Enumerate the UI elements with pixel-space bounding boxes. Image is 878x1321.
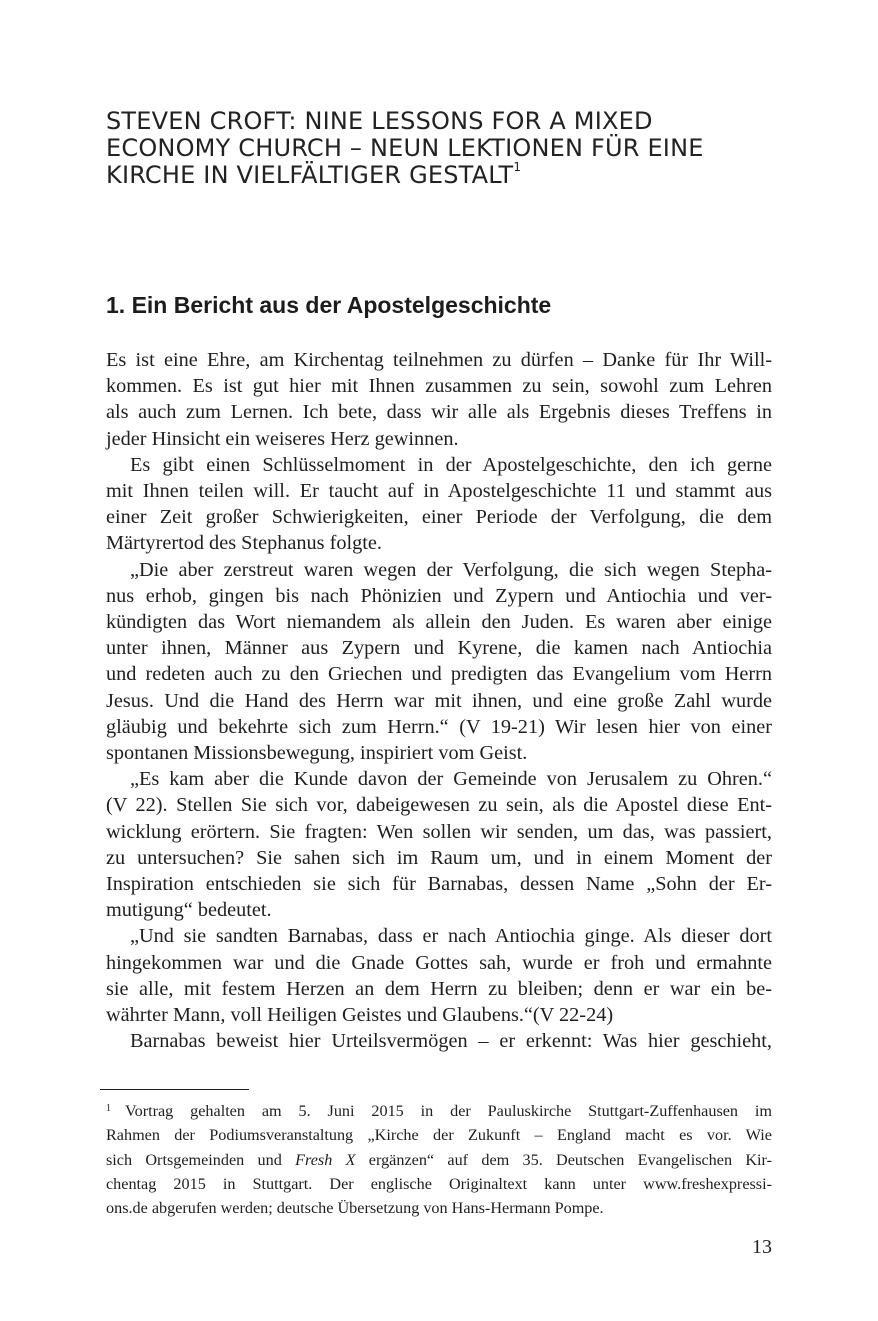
footnote-text: Vortrag gehalten am 5. Juni 2015 in der Pauluskirche Stuttgart-Zuffenhausen im <box>125 1102 772 1120</box>
text-line: jeder Hinsicht ein weiseres Herz gewinnen. <box>106 427 459 450</box>
text-line: und redeten auch zu den Griechen und predigten das Evangelium vom Herrn <box>106 663 772 686</box>
chapter-title-text: KIRCHE IN VIELFÄLTIGER GESTALT <box>106 161 514 189</box>
chapter-title-line <box>106 162 806 189</box>
text-line: „Und sie sandten Barnabas, dass er nach Antiochia ginge. Als dieser dort <box>130 925 772 948</box>
text-line: kommen. Es ist gut hier mit Ihnen zusammen zu sein, sowohl zum Lehren <box>106 375 772 398</box>
text-line: als auch zum Lernen. Ich bete, dass wir alle als Ergebnis dieses Treffens in <box>106 401 772 424</box>
footnote <box>106 1097 772 1220</box>
text-line: „Die aber zerstreut waren wegen der Verfolgung, die sich wegen Stepha- <box>130 558 772 581</box>
footnote-number: 1 <box>106 1103 111 1114</box>
section-heading: 1. Ein Bericht aus der Apostelgeschichte <box>106 292 552 318</box>
footnote-divider <box>100 1089 249 1090</box>
text-line: zu untersuchen? Sie sahen sich im Raum um, und in einem Moment der <box>106 846 772 869</box>
footnote-line: Rahmen der Podiumsveranstaltung „Kirche der Zukunft – England macht es vor. Wie <box>106 1126 772 1145</box>
body-text <box>106 347 772 1054</box>
footnote-line <box>106 1097 772 1123</box>
text-line: mutigung“ bedeutet. <box>106 899 272 922</box>
chapter-title-line: ECONOMY CHURCH – NEUN LEKTIONEN FÜR EINE <box>106 134 704 162</box>
text-line: „Es kam aber die Kunde davon der Gemeinde von Jerusalem zu Ohren.“ <box>130 768 772 791</box>
text-line: Barnabas beweist hier Urteilsvermögen – er erkennt: Was hier geschieht, <box>130 1030 772 1053</box>
text-line: kündigten das Wort niemandem als allein den Juden. Es waren aber einige <box>106 611 772 634</box>
text-line: Jesus. Und die Hand des Herrn war mit ihnen, und eine große Zahl wurde <box>106 689 772 712</box>
text-line: unter ihnen, Männer aus Zypern und Kyrene, die kamen nach Antiochia <box>106 637 772 660</box>
text-line: sie alle, mit festem Herzen an dem Herrn zu bleiben; denn er war ein be- <box>106 977 772 1000</box>
text-line: einer Zeit großer Schwierigkeiten, einer Periode der Verfolgung, die dem <box>106 506 772 529</box>
page-number: 13 <box>752 1236 772 1258</box>
text-line: gläubig und bekehrte sich zum Herrn.“ (V 19-21) Wir lesen hier von einer <box>106 715 772 738</box>
footnote-line: sich Ortsgemeinden und Fresh X ergänzen“ auf dem 35. Deutschen Evangelischen Kir- <box>106 1150 772 1169</box>
text-line: Es ist eine Ehre, am Kirchentag teilnehmen zu dürfen – Danke für Ihr Will- <box>106 349 772 371</box>
text-line: währter Mann, voll Heiligen Geistes und Glaubens.“(V 22-24) <box>106 1004 614 1027</box>
text-line: wicklung erörtern. Sie fragten: Wen sollen wir senden, um das, was passiert, <box>106 820 772 843</box>
text-line: Inspiration entschieden sie sich für Barnabas, dessen Name „Sohn der Er- <box>106 873 772 896</box>
text-line: hingekommen war und die Gnade Gottes sah, wurde er froh und ermahnte <box>106 951 772 974</box>
text-line: (V 22). Stellen Sie sich vor, dabeigewesen zu sein, als die Apostel diese Ent- <box>106 794 772 817</box>
footnote-reference[interactable]: 1 <box>513 160 522 174</box>
chapter-title-line: STEVEN CROFT: NINE LESSONS FOR A MIXED <box>106 107 653 135</box>
text-line: mit Ihnen teilen will. Er taucht auf in Apostelgeschichte 11 und stammt aus <box>106 480 772 503</box>
text-line: Es gibt einen Schlüsselmoment in der Apostelgeschichte, den ich gerne <box>130 453 772 476</box>
text-line: nus erhob, gingen bis nach Phönizien und Zypern und Antiochia und ver- <box>106 584 772 607</box>
text-line: spontanen Missionsbewegung, inspiriert vom Geist. <box>106 742 528 765</box>
chapter-title <box>106 108 806 189</box>
text-line: Märtyrertod des Stephanus folgte. <box>106 532 382 555</box>
footnote-line: chentag 2015 in Stuttgart. Der englische Originaltext kann unter www.freshexpressi- <box>106 1174 772 1193</box>
footnote-line: ons.de abgerufen werden; deutsche Übersetzung von Hans-Hermann Pompe. <box>106 1199 604 1218</box>
italic-term: Fresh X <box>295 1150 356 1169</box>
